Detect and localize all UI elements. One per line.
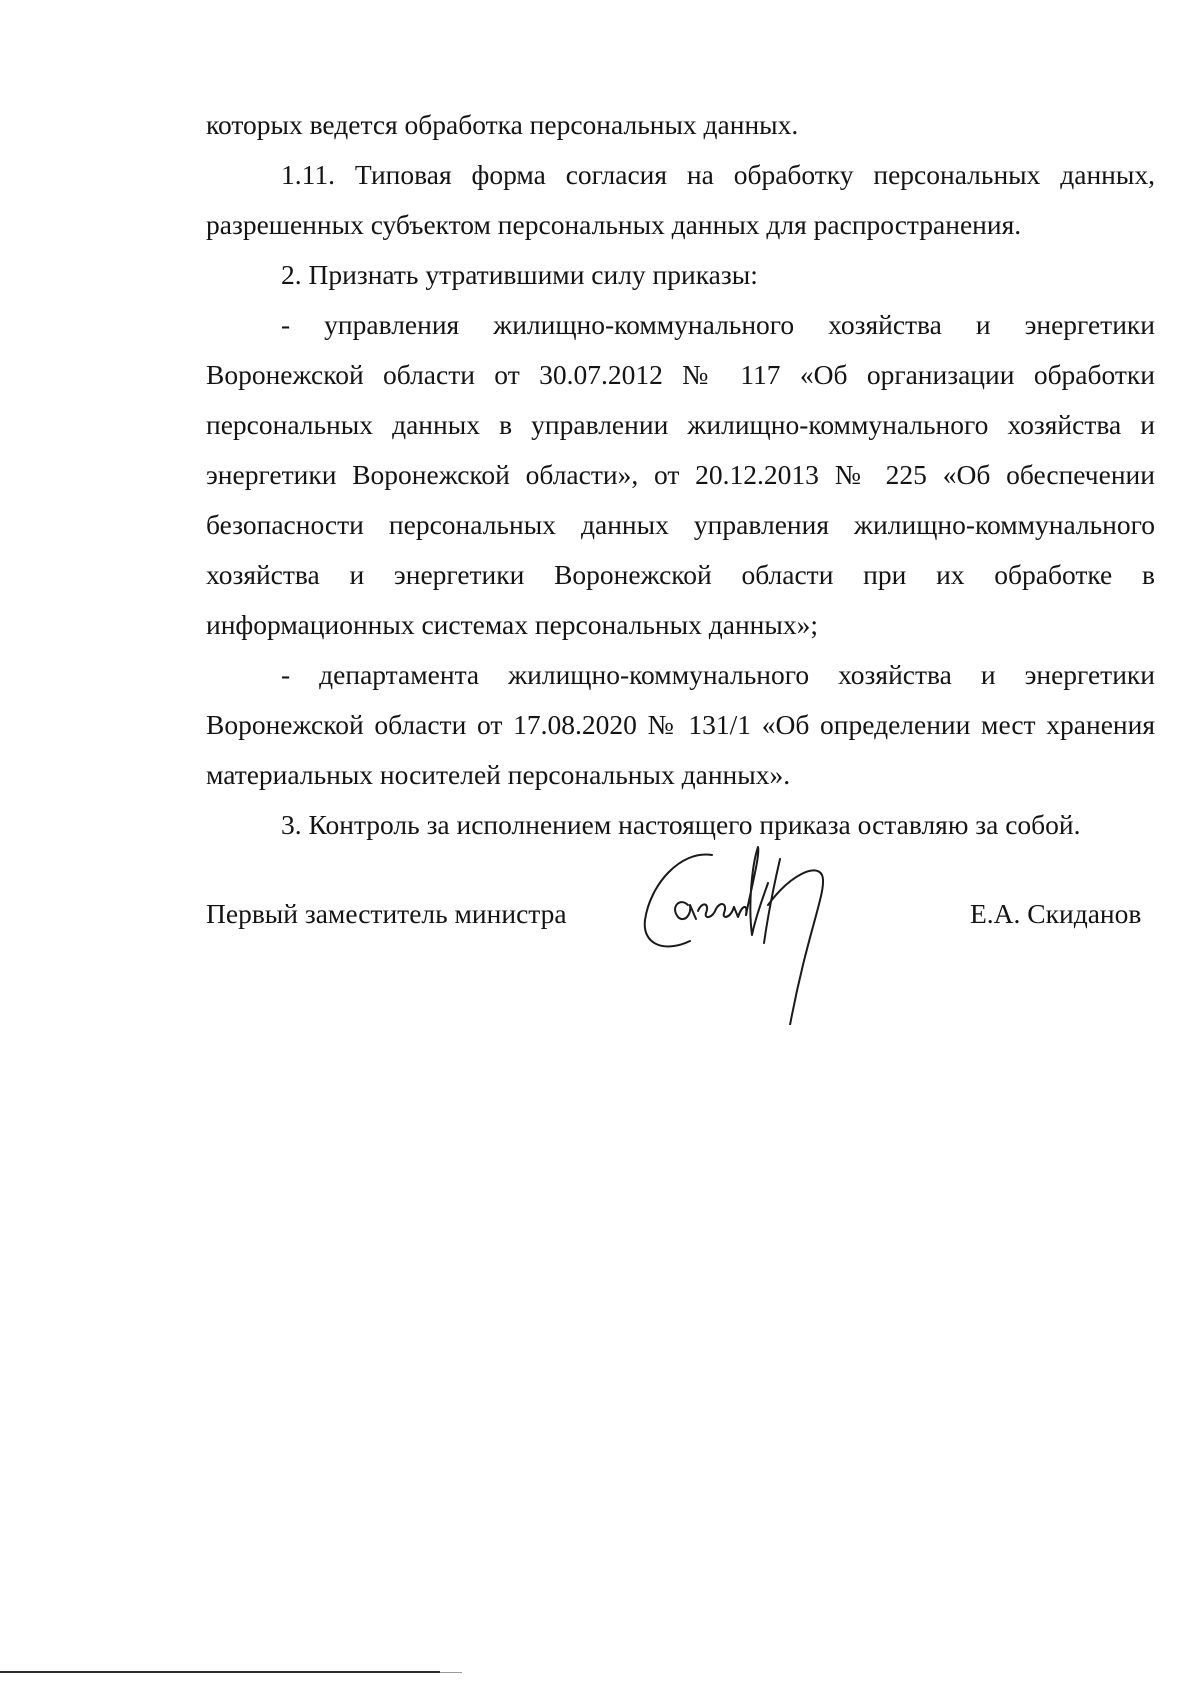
- paragraph-2-item-2: - департамента жилищно-коммунального хозяйства и энергетики Воронежской области от 17.08.2020 № 131/1 «Об определении мест хранения материальных носителей персональных данных».: [206, 659, 1155, 790]
- bottom-rule-tail: [440, 1672, 462, 1673]
- paragraph-1-11: 1.11. Типовая форма согласия на обработку персональных данных, разрешенных субъектом персональных данных для распространения.: [206, 159, 1155, 240]
- signatory-name: Е.А. Скиданов: [970, 898, 1142, 929]
- document-body: [206, 100, 1155, 850]
- signature-icon: [640, 845, 910, 1025]
- paragraph-3: 3. Контроль за исполнением настоящего приказа оставляю за собой.: [281, 809, 1081, 840]
- bottom-rule: [0, 1671, 440, 1673]
- paragraph-continuation: которых ведется обработка персональных данных.: [206, 109, 799, 140]
- paragraph-2: 2. Признать утратившими силу приказы:: [281, 259, 758, 290]
- paragraph-2-item-1: - управления жилищно-коммунального хозяйства и энергетики Воронежской области от 30.07.2012 № 117 «Об организации обработки персональных данных в управлении жилищно-коммунального хозяйства и энергетики Воронежской области», от 20.12.2013 № 225 «Об обеспечении безопасности персональных данных управления жилищно-коммунального хозяйства и энергетики Воронежской области при их обработке в информационных системах персональных данных»;: [206, 309, 1155, 640]
- signatory-title: Первый заместитель министра: [206, 898, 567, 929]
